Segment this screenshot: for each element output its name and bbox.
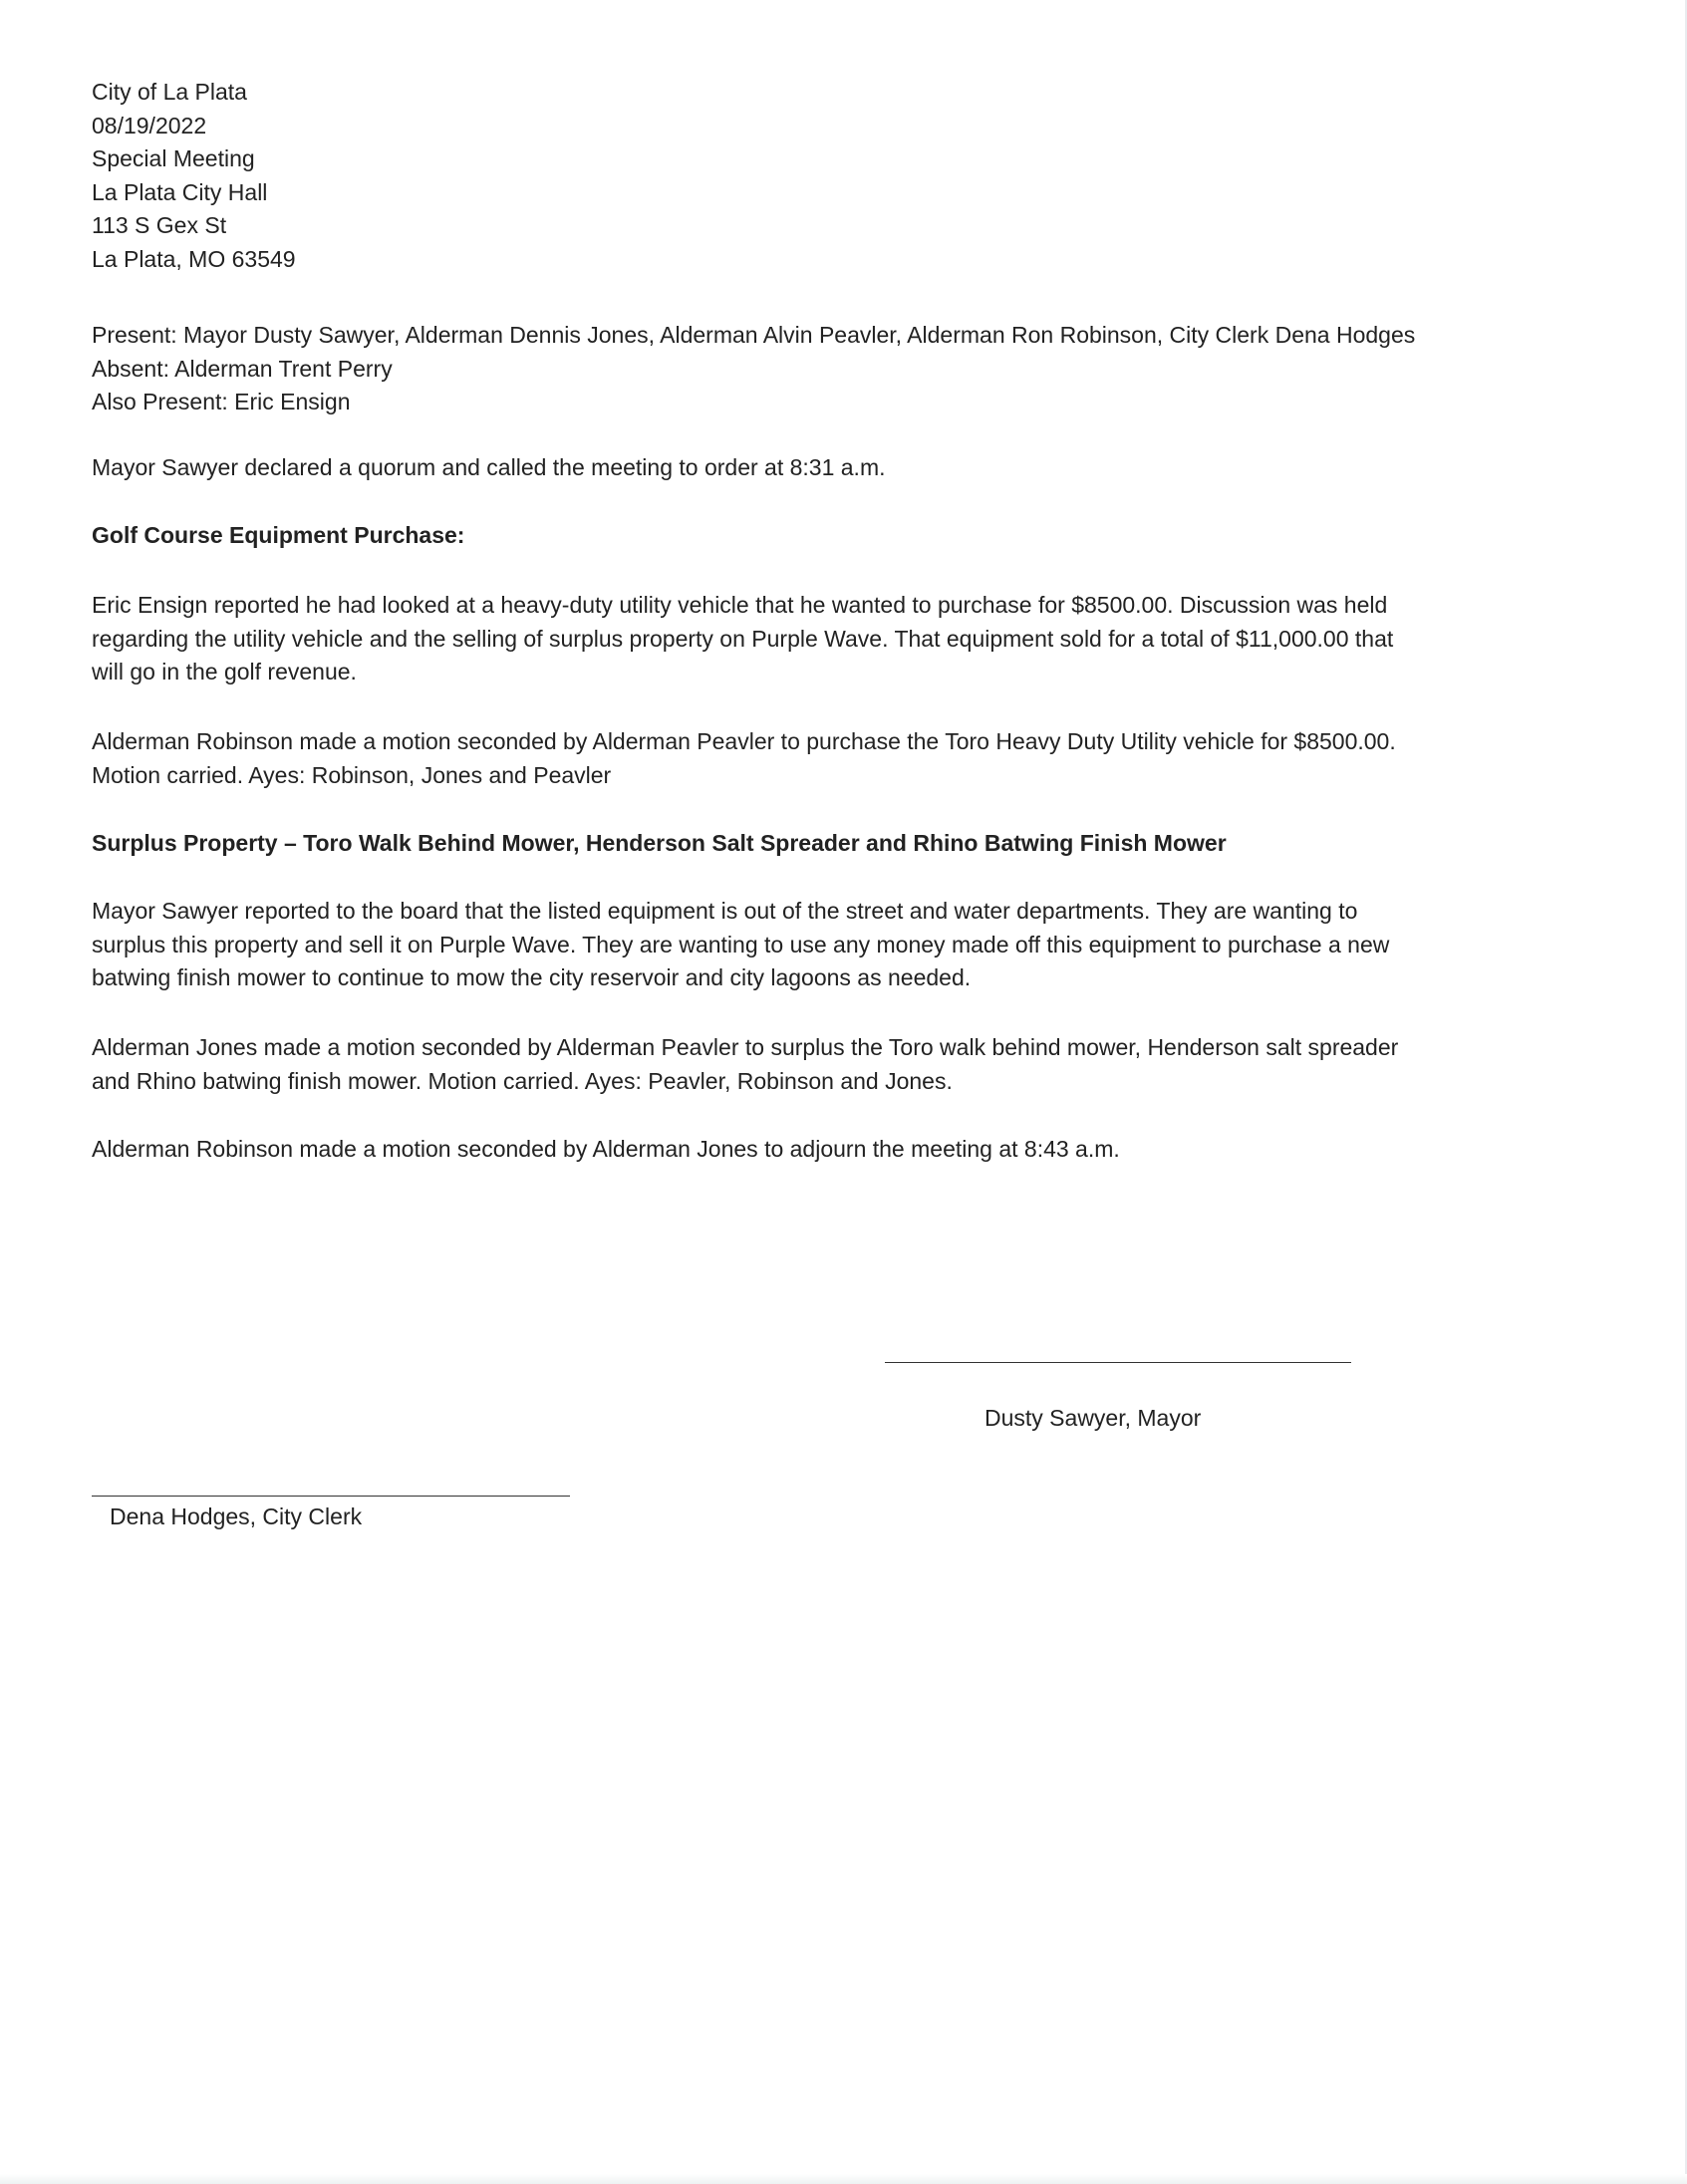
paragraph-line: Alderman Jones made a motion seconded by Alderman Peavler to surplus the Toro walk behind mower, Henderson salt spreader [92, 1034, 1399, 1060]
scan-bottom-shadow [0, 2174, 1687, 2184]
paragraph-line: Motion carried. Ayes: Robinson, Jones and Peavler [92, 761, 612, 788]
clerk-signature-name: Dena Hodges, City Clerk [110, 1503, 363, 1529]
mayor-signature-line [885, 1362, 1351, 1363]
quorum-text: Mayor Sawyer declared a quorum and called the meeting to order at 8:31 a.m. [92, 454, 886, 480]
paragraph-line: will go in the golf revenue. [92, 659, 357, 684]
paragraph-line: regarding the utility vehicle and the selling of surplus property on Purple Wave. That equipment sold for a total of $11,000.00 that [92, 625, 1394, 652]
present-list: Present: Mayor Dusty Sawyer, Alderman Dennis Jones, Alderman Alvin Peavler, Alderman Ron Robinson, City Clerk Dena Hodges [92, 322, 1416, 348]
absent-list: Absent: Alderman Trent Perry [92, 355, 393, 382]
golf-motion-paragraph [92, 725, 1556, 792]
surplus-section-heading [92, 827, 1556, 861]
golf-section-heading [92, 519, 1556, 553]
meeting-header [92, 76, 1556, 276]
paragraph-line: surplus this property and sell it on Purple Wave. They are wanting to use any money made off this equipment to purchase a new [92, 931, 1390, 957]
also-present-list: Also Present: Eric Ensign [92, 389, 351, 414]
paragraph-line: batwing finish mower to continue to mow the city reservoir and city lagoons as needed. [92, 964, 972, 990]
golf-discussion-paragraph [92, 589, 1556, 689]
surplus-discussion-paragraph [92, 895, 1556, 995]
paragraph-line: Mayor Sawyer reported to the board that the listed equipment is out of the street and water departments. They are wanting to [92, 898, 1358, 924]
city-name: City of La Plata [92, 79, 247, 105]
surplus-motion-paragraph [92, 1031, 1556, 1098]
paragraph-line: Eric Ensign reported he had looked at a heavy-duty utility vehicle that he wanted to purchase for $8500.00. Discussion was held [92, 592, 1388, 618]
attendance [92, 319, 1556, 419]
quorum-statement [92, 451, 1556, 485]
adjournment-text: Alderman Robinson made a motion seconded by Alderman Jones to adjourn the meeting at 8:43 a.m. [92, 1136, 1120, 1162]
street-address: 113 S Gex St [92, 212, 227, 238]
clerk-signature-line [92, 1496, 570, 1497]
paragraph-line: Alderman Robinson made a motion seconded by Alderman Peavler to purchase the Toro Heavy Duty Utility vehicle for $8500.00. [92, 728, 1396, 754]
city-state-zip: La Plata, MO 63549 [92, 245, 296, 272]
meeting-date: 08/19/2022 [92, 112, 207, 138]
meeting-location: La Plata City Hall [92, 178, 268, 205]
meeting-type: Special Meeting [92, 145, 255, 171]
adjournment-statement [92, 1133, 1556, 1167]
golf-heading-text: Golf Course Equipment Purchase: [92, 522, 465, 548]
paragraph-line: and Rhino batwing finish mower. Motion carried. Ayes: Peavler, Robinson and Jones. [92, 1067, 953, 1094]
mayor-signature-name: Dusty Sawyer, Mayor [984, 1405, 1202, 1431]
surplus-heading-text: Surplus Property – Toro Walk Behind Mower, Henderson Salt Spreader and Rhino Batwing Finish Mower [92, 830, 1227, 856]
